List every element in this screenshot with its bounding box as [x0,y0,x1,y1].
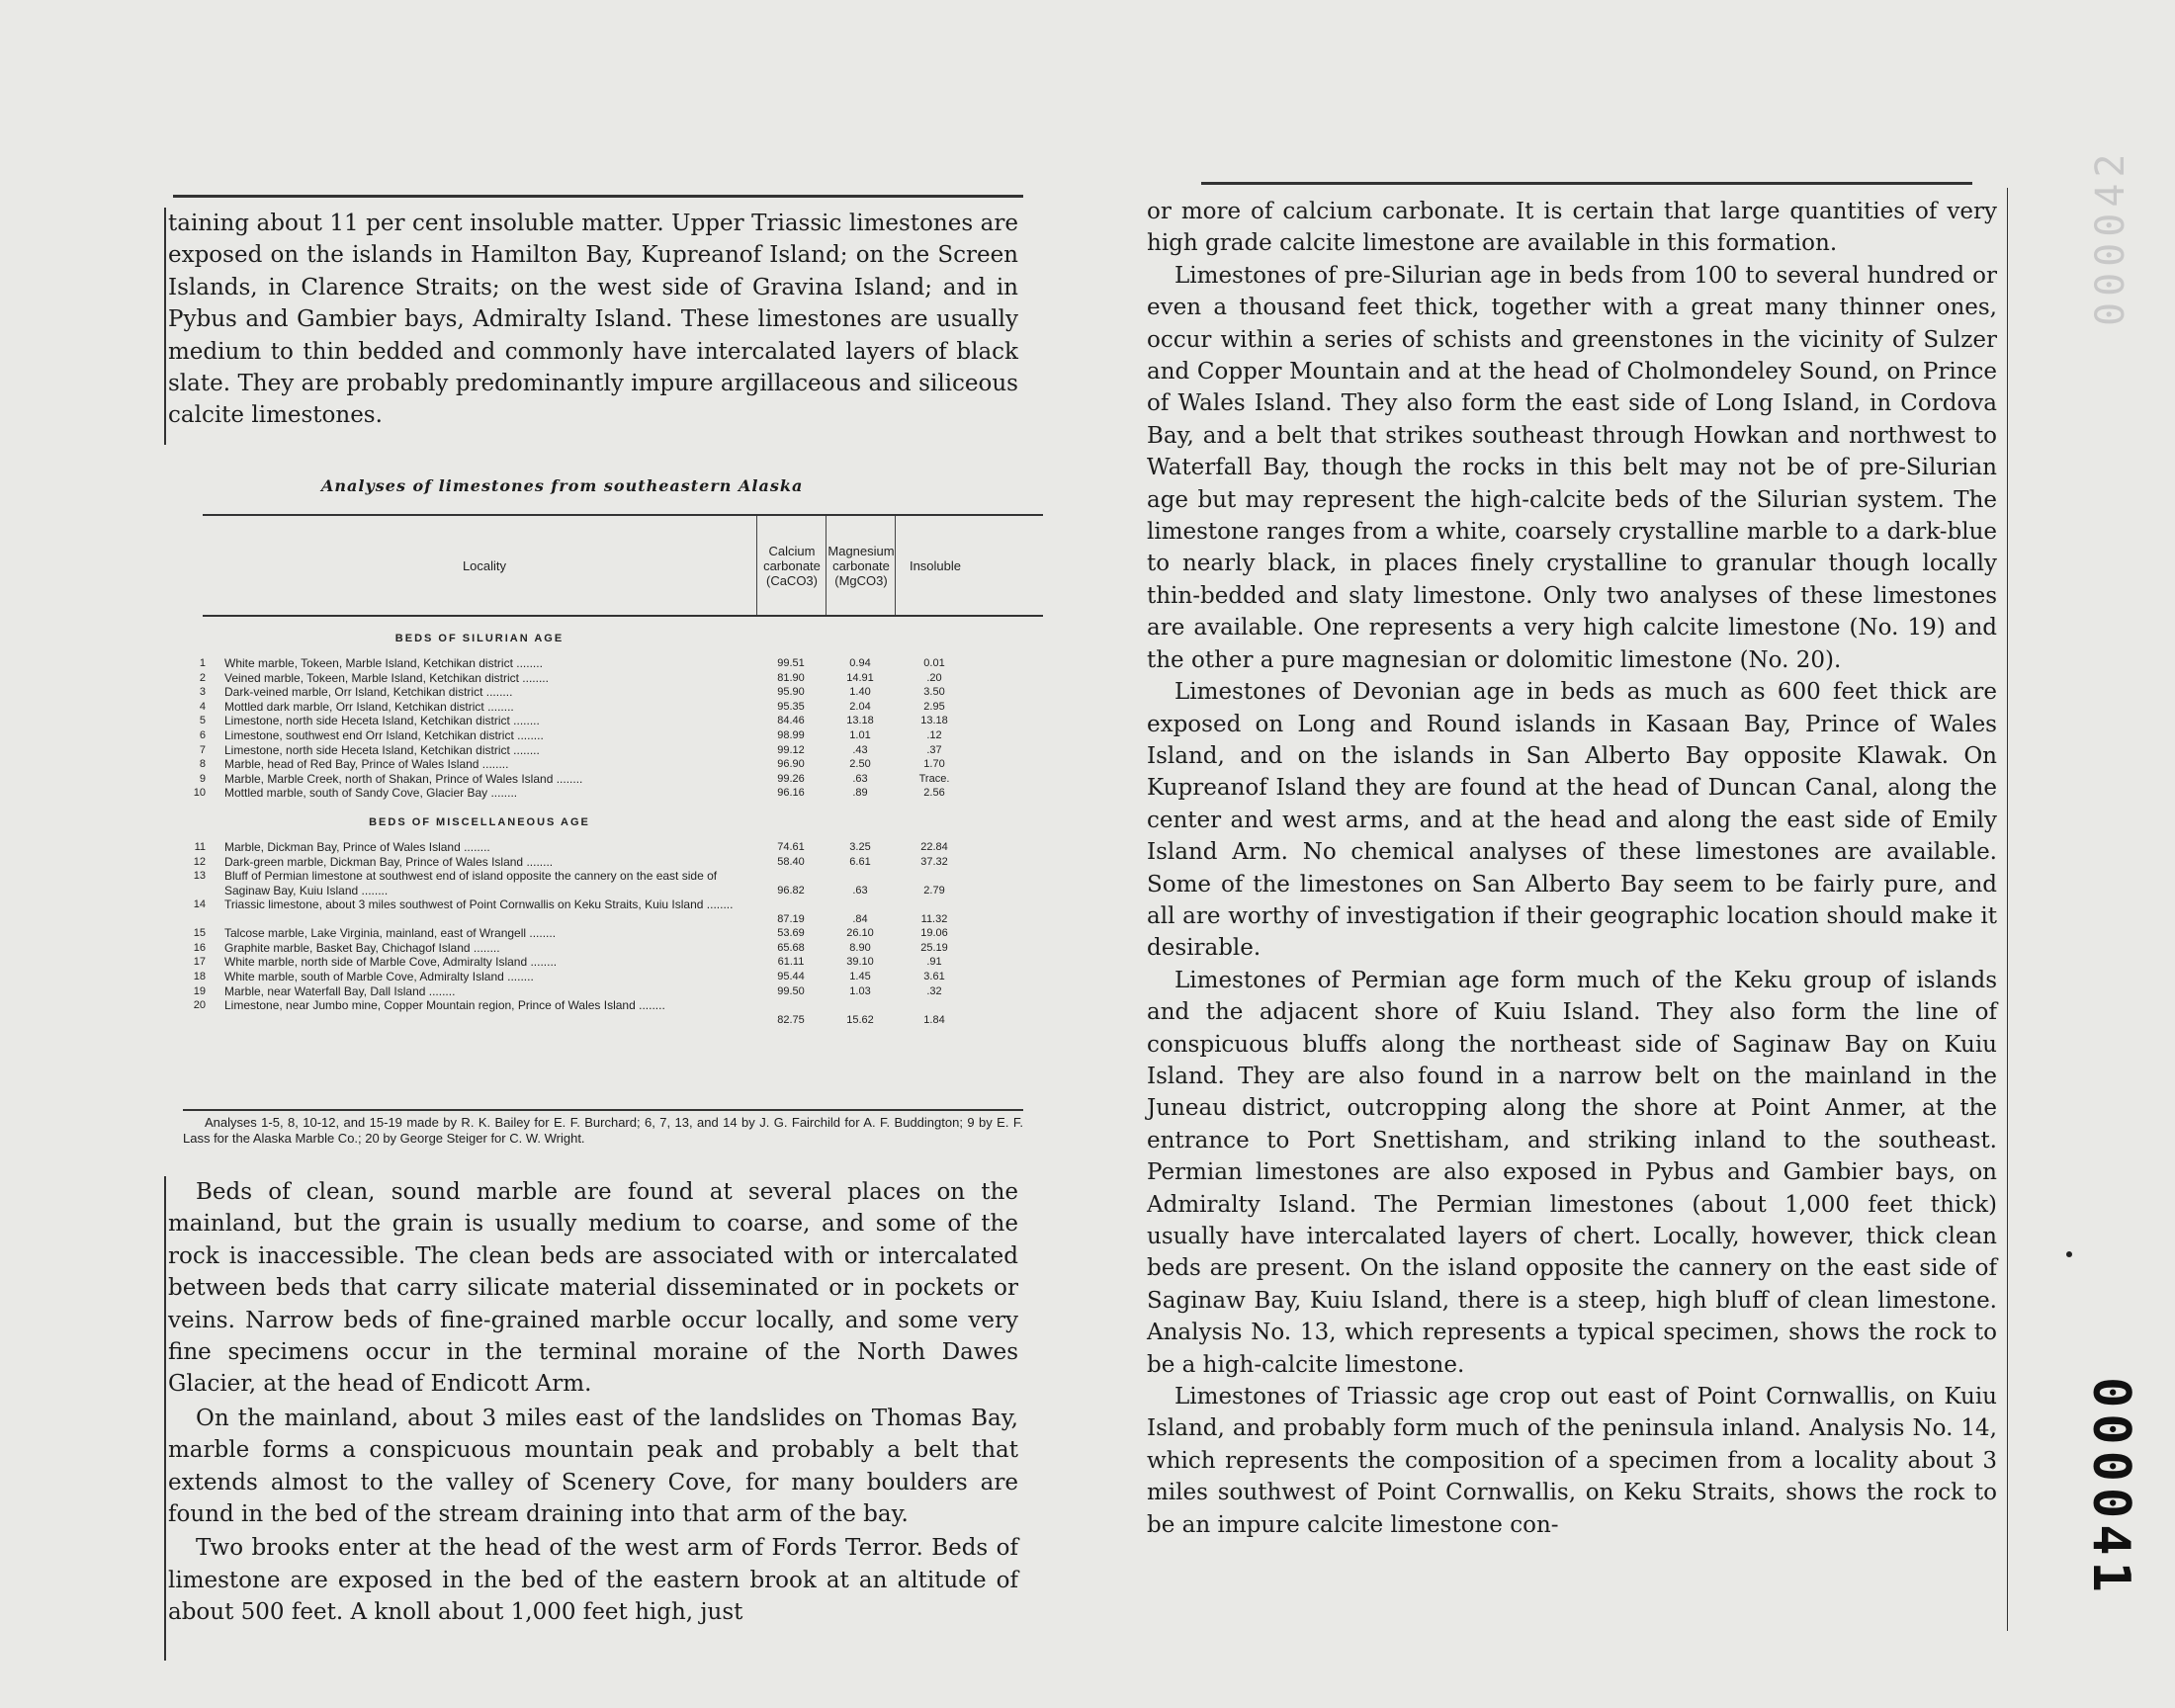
row-calcium: 99.50 [777,984,805,997]
row-insoluble: 13.18 [920,715,948,727]
row-magnesium: 1.03 [849,984,871,997]
right-margin-mark [2007,188,2008,1631]
row-calcium: 95.44 [777,970,805,982]
row-magnesium: 1.45 [849,970,871,982]
faded-page-number-stamp: 000042 [2088,147,2133,327]
row-calcium: 95.90 [777,686,805,699]
row-magnesium: 39.10 [846,956,874,969]
row-insoluble: .32 [926,984,942,997]
row-number: 12 [193,855,206,868]
row-calcium: 58.40 [777,855,805,868]
row-magnesium: .43 [852,743,868,756]
row-magnesium: 14.91 [846,671,874,684]
row-magnesium: 6.61 [849,855,871,868]
table-row [199,727,1043,743]
row-insoluble: 37.32 [920,855,948,868]
table-row [199,699,1043,715]
row-calcium: 65.68 [777,941,805,954]
section-miscellaneous: BEDS OF MISCELLANEOUS AGE [369,815,590,828]
row-magnesium: 8.90 [849,941,871,954]
left-margin-mark-lower [164,1176,166,1661]
table-row [193,955,1043,970]
section-silurian: BEDS OF SILURIAN AGE [394,633,565,644]
row-locality: Limestone, north side Heceta Island, Ketchikan district ........ [224,742,540,757]
row-number: 5 [199,715,206,727]
silurian-rows [193,656,1043,801]
miscellaneous-rows [193,839,1043,1027]
table-row [199,757,1043,772]
row-insoluble: Trace. [918,772,950,785]
row-calcium: 61.11 [777,956,805,969]
row-locality: Marble, Dickman Bay, Prince of Wales Island ........ [224,839,490,854]
row-insoluble: 11.32 [920,912,948,925]
row-locality: White marble, north side of Marble Cove, Admiralty Island ........ [224,955,558,970]
table-row [199,670,1043,686]
row-insoluble: 1.84 [923,1013,945,1026]
table-row [194,839,1043,855]
row-calcium: 96.82 [777,884,805,897]
row-magnesium: 15.62 [846,1013,874,1026]
row-magnesium: 1.40 [849,686,871,699]
row-locality: Graphite marble, Basket Bay, Chichagof Island ........ [224,940,500,955]
header-magnesium: Magnesium carbonate (MgCO3) [826,516,896,615]
row-insoluble: 19.06 [920,927,948,940]
row-magnesium: 2.50 [849,758,871,771]
header-insoluble: Insoluble [895,516,975,615]
right-paragraph-1: or more of calcium carbonate. It is certain that large quantities of very high grade calcite limestone are available in this formation. [1147,199,1997,257]
row-insoluble: 3.50 [923,686,945,699]
row-magnesium: .63 [852,884,868,897]
left-paragraph-4: Two brooks enter at the head of the west arm of Fords Terror. Beds of limestone are exposed in the bed of the eastern brook at an altitude of about 500 feet. A knoll about 1,000 feet high, just [168,1535,1018,1626]
row-calcium: 84.46 [777,715,805,727]
row-number: 4 [199,700,206,713]
row-locality: Marble, near Waterfall Bay, Dall Island ........ [224,983,456,998]
header-locality: Locality [462,557,507,573]
analyses-table [193,514,1043,1027]
row-calcium: 74.61 [777,840,805,853]
row-insoluble: .37 [926,743,942,756]
table-header [203,514,1043,617]
row-magnesium: 0.94 [849,657,871,669]
table-row [193,969,1043,984]
row-magnesium: 26.10 [846,927,874,940]
row-insoluble: 2.79 [923,884,945,897]
row-insoluble: 3.61 [923,970,945,982]
right-paragraph-2: Limestones of pre-Silurian age in beds from 100 to several hundred or even a thousand feet thick, together with a great many thinner ones, occur within a series of schists and greenstones in the vicinity of Sulzer and Copper Mountain and at the head of Cholmondeley Sound, on Prince of Wales Island. They also form the east side of Long Island, in Cordova Bay, and a belt that strikes southeast through Howkan and northwest to Waterfall Bay, though the rocks in this belt may not be of pre-Silurian age but may represent the high-calcite beds of the Silurian system. The limestone ranges from a white, coarsely crystalline marble to a dark-blue to nearly black, in places finely crystalline to granular though locally thin-bedded and slaty limestone. Only two analyses of these limestones are available. One represents a very high calcite limestone (No. 19) and the other a pure magnesian or dolomitic limestone (No. 20). [1147,262,1997,673]
row-locality: Marble, Marble Creek, north of Shakan, Prince of Wales Island ........ [224,771,583,786]
row-locality: Marble, head of Red Bay, Prince of Wales Island ........ [224,757,509,772]
row-locality: Triassic limestone, about 3 miles southwest of Point Cornwallis on Keku Straits, Kuiu Island ........ [224,897,734,912]
row-locality: Bluff of Permian limestone at southwest end of island opposite the cannery on the east side of Saginaw Bay, Kuiu Island ........ [224,869,718,897]
right-paragraph-3: Limestones of Devonian age in beds as much as 600 feet thick are exposed on Long and Round islands in Kasaan Bay, Prince of Wales Island, and on the islands in San Alberto Bay opposite Klawak. On Kupreanof Island they are found at the head of Duncan Canal, along the center and west arms, and at the head and along the east side of Emily Island Arm. No chemical analyses of these limestones are available. Some of the limestones on San Alberto Bay seem to be fairly pure, and all are worthy of investigation if their geographic location should make it desirable. [1147,679,1997,962]
row-calcium: 53.69 [777,927,805,940]
left-paragraph-3: On the mainland, about 3 miles east of the landslides on Thomas Bay, marble forms a conspicuous mountain peak and probably a belt that extends almost to the valley of Scenery Cove, for many boulders are found in the bed of the stream draining into that arm of the bay. [168,1405,1018,1528]
row-locality: Talcose marble, Lake Virginia, mainland, east of Wrangell ........ [224,926,557,941]
row-locality: Dark-green marble, Dickman Bay, Prince of Wales Island ........ [224,854,554,869]
row-magnesium: 13.18 [846,715,874,727]
row-magnesium: 2.04 [849,700,871,713]
row-insoluble: .20 [926,671,942,684]
row-number: 18 [193,970,206,982]
row-number: 7 [199,743,206,756]
row-locality: Dark-veined marble, Orr Island, Ketchikan district ........ [224,685,513,700]
row-magnesium: .89 [852,787,868,800]
row-insoluble: 22.84 [920,840,948,853]
row-number: 13 [193,870,206,883]
row-number: 10 [193,787,206,800]
row-locality: Veined marble, Tokeen, Marble Island, Ketchikan district ........ [224,670,549,685]
row-locality: Mottled dark marble, Orr Island, Ketchikan district ........ [224,699,514,714]
row-number: 2 [199,671,206,684]
table-row [193,854,1043,870]
row-locality: Mottled marble, south of Sandy Cove, Glacier Bay ........ [224,786,518,801]
table-row [193,983,1043,999]
row-calcium: 96.16 [777,787,805,800]
row-number: 9 [199,772,206,785]
row-insoluble: .12 [926,728,942,741]
left-margin-mark [164,208,166,445]
row-number: 14 [193,898,206,911]
row-calcium: 99.26 [777,772,805,785]
row-number: 6 [199,728,206,741]
table-title: Analyses of limestones from southeastern Alaska [321,476,804,495]
row-insoluble: 0.01 [923,657,945,669]
table-row [193,869,1043,897]
row-magnesium: 3.25 [849,840,871,853]
left-paragraph-1: taining about 11 per cent insoluble matter. Upper Triassic limestones are exposed on the islands in Hamilton Bay, Kupreanof Island; on the Screen Islands, in Clarence Straits; on the west side of Gravina Island; and in Pybus and Gambier bays, Admiralty Island. These limestones are usually medium to thin bedded and commonly have intercalated layers of black slate. They are probably predominantly impure argillaceous and siliceous calcite limestones. [168,211,1018,429]
row-calcium: 82.75 [777,1013,805,1026]
row-number: 19 [193,984,206,997]
table-row [193,786,1043,801]
margin-dot [2066,1251,2072,1257]
table-row [193,897,1043,926]
row-insoluble: 2.95 [923,700,945,713]
row-number: 8 [199,758,206,771]
row-locality: White marble, Tokeen, Marble Island, Ketchikan district ........ [224,656,543,670]
left-top-rule [173,195,1023,198]
row-locality: White marble, south of Marble Cove, Admiralty Island ........ [224,969,534,983]
row-locality: Limestone, near Jumbo mine, Copper Mountain region, Prince of Wales Island ........ [224,998,665,1013]
row-number: 17 [193,956,206,969]
row-insoluble: 2.56 [923,787,945,800]
left-column [168,208,1018,432]
table-row [199,714,1043,728]
right-paragraph-4: Limestones of Permian age form much of the Keku group of islands and the adjacent shore of Kuiu Island. They also form the line of conspicuous bluffs along the northeast side of Saginaw Bay on Kuiu Island. They are also found in a narrow belt on the mainland in the Juneau district, outcropping along the shore at Point Anmer, at the entrance to Port Snettisham, and striking inland to the southeast. Permian limestones are also exposed in Pybus and Gambier bays, on Admiralty Island. The Permian limestones (about 1,000 feet thick) usually have intercalated layers of chert. Locally, however, thick clean beds are present. On the island opposite the cannery on the east side of Saginaw Bay, Kuiu Island, there is a steep, high bluff of clean limestone. Analysis No. 13, which represents a typical specimen, shows the rock to be a high-calcite limestone. [1147,967,1997,1378]
table-row [193,926,1043,941]
row-number: 11 [194,840,206,853]
row-magnesium: .84 [852,912,868,925]
row-calcium: 99.12 [777,743,805,756]
row-calcium: 87.19 [777,912,805,925]
left-column-lower [168,1176,1018,1629]
row-number: 16 [193,941,206,954]
row-calcium: 98.99 [777,728,805,741]
row-insoluble: 25.19 [920,941,948,954]
row-number: 1 [199,657,206,669]
right-top-rule [1201,182,1972,185]
row-number: 20 [193,999,206,1012]
table-row [193,998,1043,1027]
row-number: 3 [199,686,206,699]
table-row [199,742,1043,758]
page-number-stamp: 000041 [2081,1377,2140,1598]
table-row [199,656,1043,671]
table-row [199,685,1043,700]
row-calcium: 96.90 [777,758,805,771]
table-row [199,771,1043,787]
right-paragraph-5: Limestones of Triassic age crop out east of Point Cornwallis, on Kuiu Island, and probably form much of the peninsula inland. Analysis No. 14, which represents the composition of a specimen from a locality about 3 miles southwest of Point Cornwallis, on Keku Straits, shows the rock to be an impure calcite limestone con- [1147,1384,1997,1538]
row-magnesium: 1.01 [849,728,871,741]
row-calcium: 81.90 [777,671,805,684]
row-magnesium: .63 [852,772,868,785]
row-locality: Limestone, north side Heceta Island, Ketchikan district ........ [224,714,540,728]
table-footnote: Analyses 1-5, 8, 10-12, and 15-19 made by R. K. Bailey for E. F. Burchard; 6, 7, 13, and 14 by J. G. Fairchild for A. F. Buddington; 9 by E. F. Lass for the Alaska Marble Co.; 20 by George Steiger for C. W. Wright. [183,1109,1023,1147]
row-locality: Limestone, southwest end Orr Island, Ketchikan district ........ [224,727,544,742]
row-number: 15 [193,927,206,940]
row-insoluble: 1.70 [923,758,945,771]
row-insoluble: .91 [926,956,942,969]
row-calcium: 99.51 [777,657,805,669]
table-row [193,940,1043,956]
left-paragraph-2: Beds of clean, sound marble are found at several places on the mainland, but the grain is usually medium to coarse, and some of the rock is inaccessible. The clean beds are associated with or intercalated between beds that carry silicate material disseminated or in pockets or veins. Narrow beds of fine-grained marble occur locally, and some very fine specimens occur in the terminal moraine of the North Dawes Glacier, at the head of Endicott Arm. [168,1179,1018,1398]
row-calcium: 95.35 [777,700,805,713]
header-calcium: Calcium carbonate (CaCO3) [756,516,826,615]
right-column [1147,196,1997,1541]
